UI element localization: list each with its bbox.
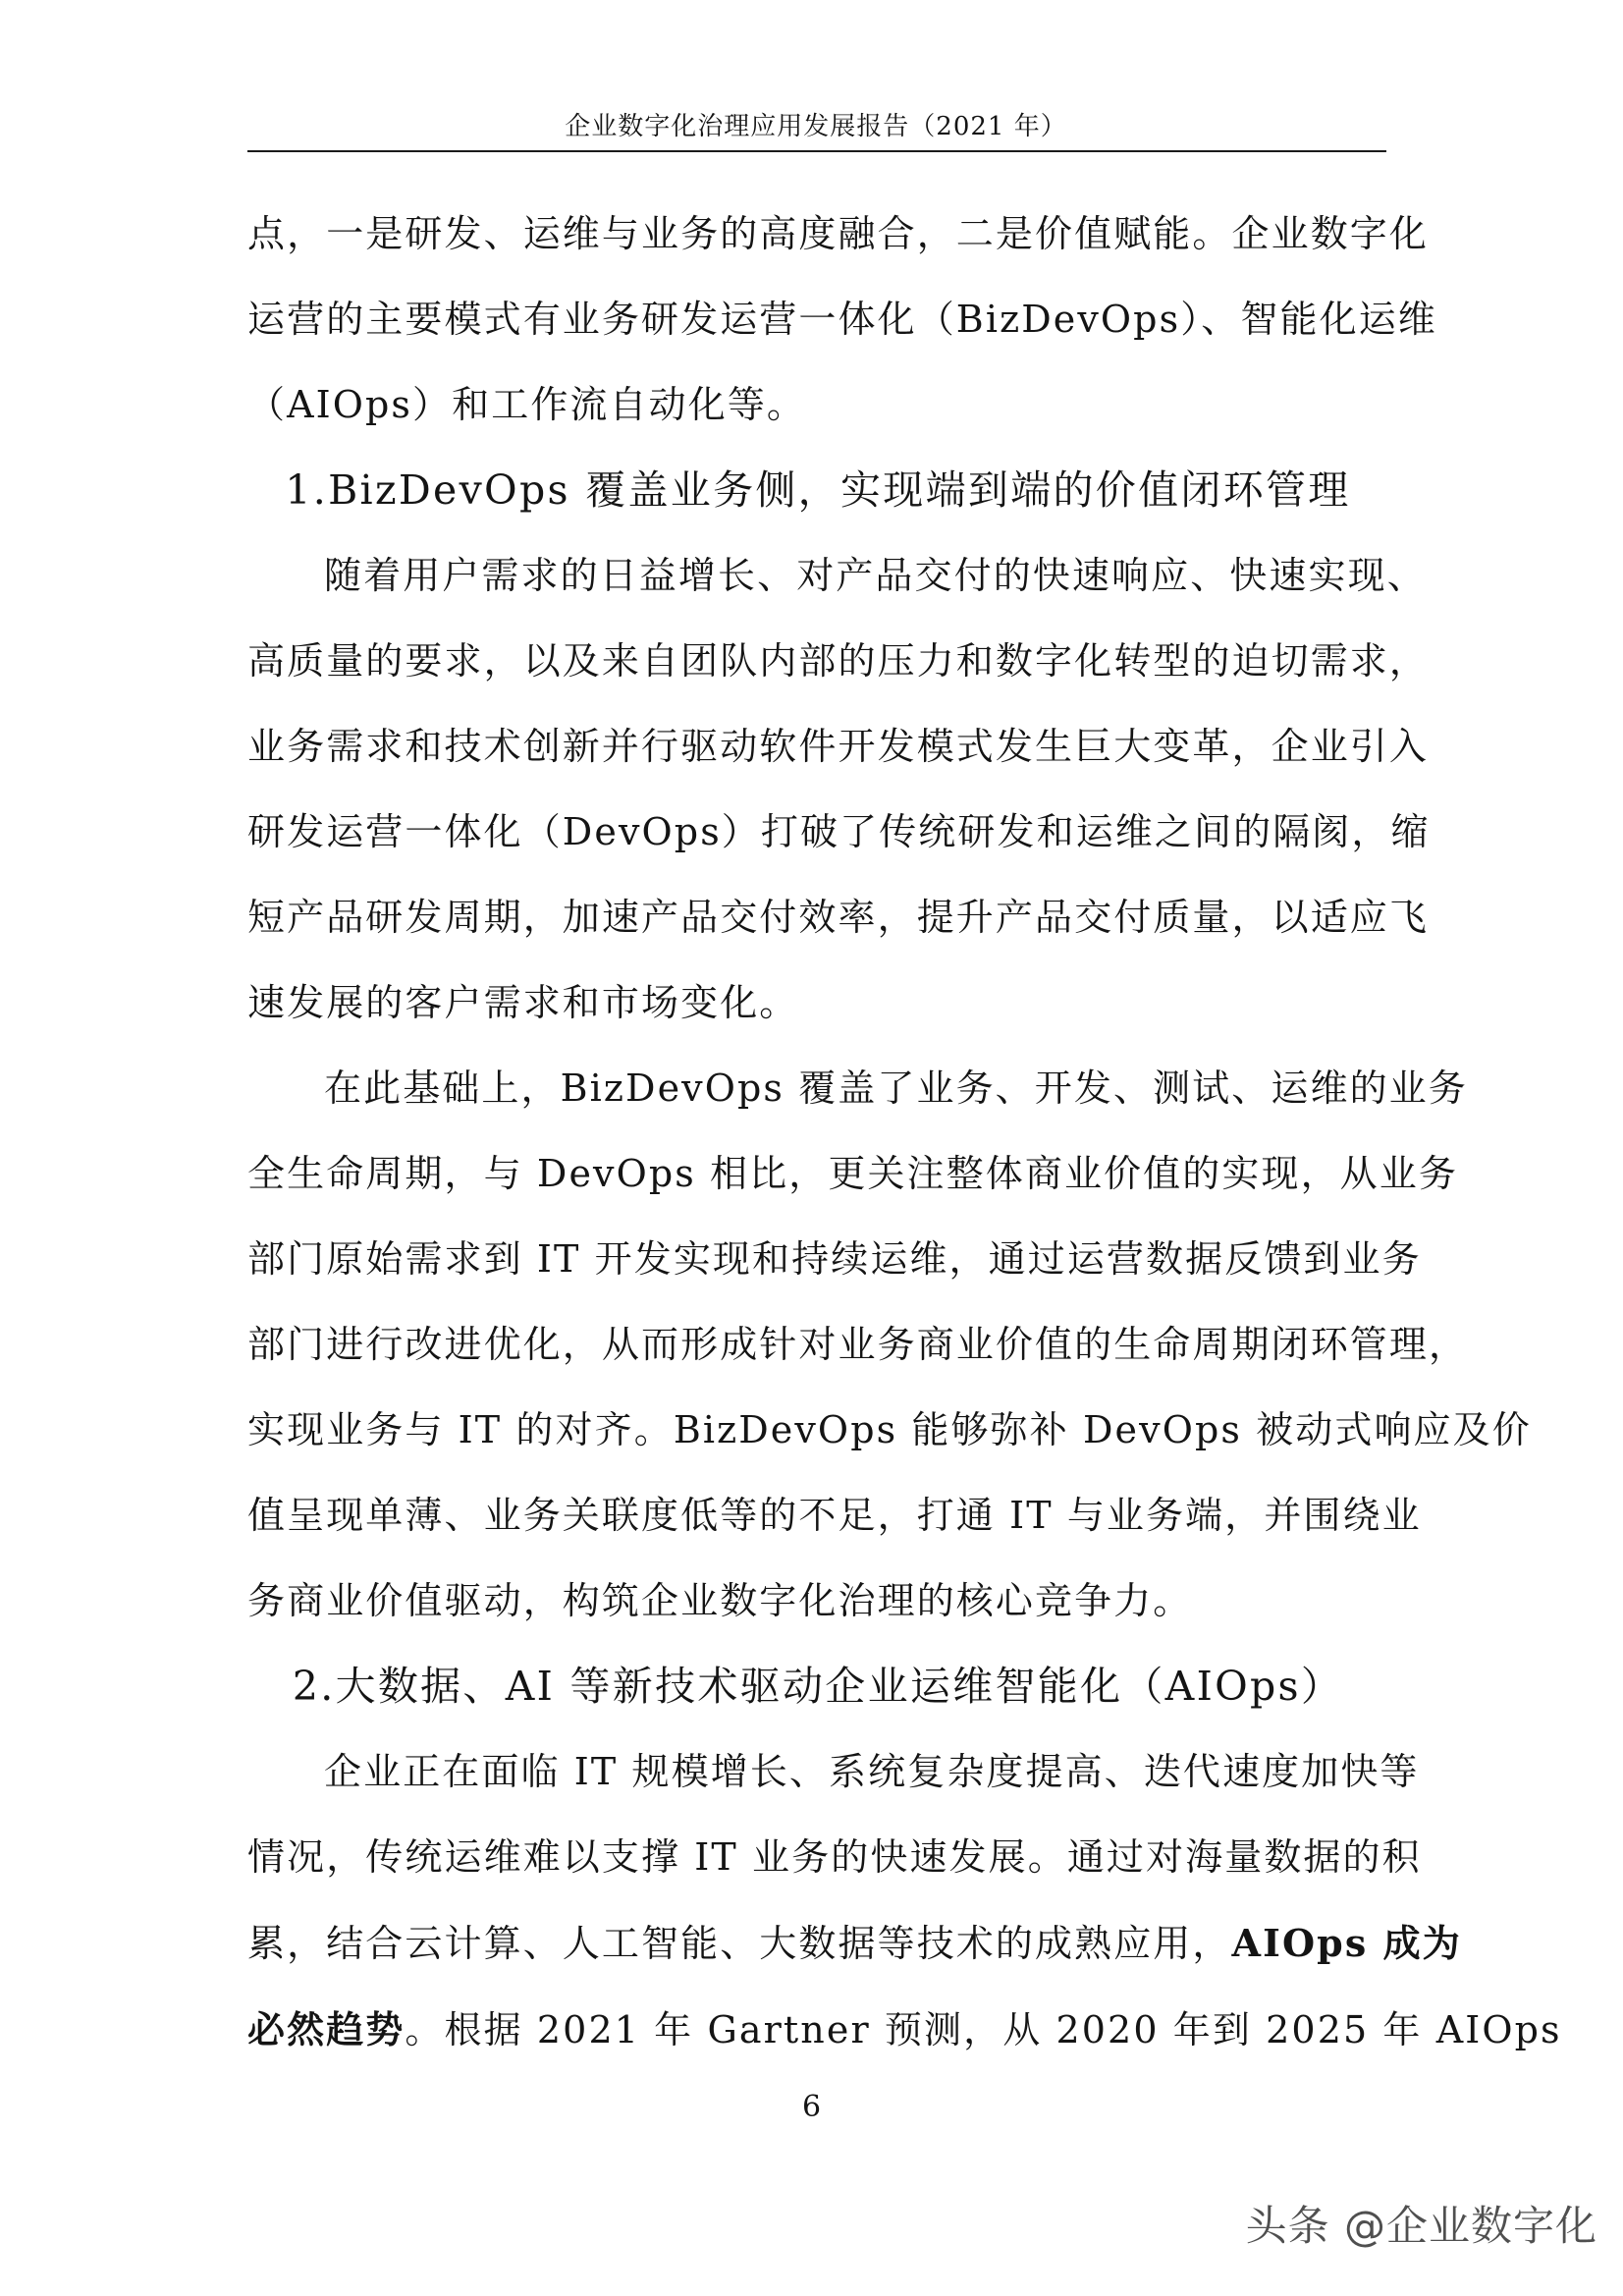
text-line: 短产品研发周期，加速产品交付效率，提升产品交付质量，以适应飞 — [247, 896, 1430, 939]
text-line: 运营的主要模式有业务研发运营一体化（BizDevOps）、智能化运维 — [247, 298, 1437, 341]
text-line: 部门原始需求到 IT 开发实现和持续运维，通过运营数据反馈到业务 — [247, 1237, 1422, 1281]
text-line — [247, 1987, 1562, 2073]
text-line: 业务需求和技术创新并行驱动软件开发模式发生巨大变革，企业引入 — [247, 725, 1430, 768]
document-body — [247, 191, 1562, 2073]
text-line: 在此基础上，BizDevOps 覆盖了业务、开发、测试、运维的业务 — [324, 1066, 1468, 1110]
header-divider — [247, 150, 1386, 152]
bold-emphasis: 必然趋势 — [247, 2007, 406, 2051]
text-line: 研发运营一体化（DevOps）打破了传统研发和运维之间的隔阂，缩 — [247, 810, 1431, 853]
text-line: 值呈现单薄、业务关联度低等的不足，打通 IT 与业务端，并围绕业 — [247, 1494, 1422, 1537]
text-line: 部门进行改进优化，从而形成针对业务商业价值的生命周期闭环管理， — [247, 1323, 1469, 1366]
bizdevops-paragraph-1 — [247, 533, 1431, 1046]
section-heading-aiops: 2.大数据、AI 等新技术驱动企业运维智能化（AIOps） — [292, 1663, 1344, 1710]
text-line: 实现业务与 IT 的对齐。BizDevOps 能够弥补 DevOps 被动式响应及价 — [247, 1408, 1532, 1451]
page-header-title: 企业数字化治理应用发展报告（2021 年） — [565, 112, 1067, 141]
text-line: 企业正在面临 IT 规模增长、系统复杂度提高、迭代速度加快等 — [324, 1750, 1420, 1793]
text-line: 点，一是研发、运维与业务的高度融合，二是价值赋能。企业数字化 — [247, 212, 1430, 255]
bold-emphasis: AIOps 成为 — [1231, 1921, 1462, 1965]
text-line: （AIOps）和工作流自动化等。 — [247, 383, 807, 426]
text-run: 。根据 2021 年 Gartner 预测，从 2020 年到 2025 年 AIOps — [405, 2008, 1562, 2051]
text-run: 累，结合云计算、人工智能、大数据等技术的成熟应用， — [247, 1922, 1232, 1965]
bizdevops-paragraph-2 — [247, 1046, 1532, 1644]
text-line — [247, 1900, 1462, 1987]
text-line: 务商业价值驱动，构筑企业数字化治理的核心竞争力。 — [247, 1579, 1193, 1622]
text-line: 高质量的要求，以及来自团队内部的压力和数字化转型的迫切需求， — [247, 639, 1430, 683]
text-line: 全生命周期，与 DevOps 相比，更关注整体商业价值的实现，从业务 — [247, 1152, 1458, 1195]
page-number: 6 — [801, 2090, 822, 2124]
text-line: 情况，传统运维难以支撑 IT 业务的快速发展。通过对海量数据的积 — [247, 1835, 1422, 1879]
aiops-paragraph-1 — [247, 1729, 1562, 2073]
section-heading-bizdevops: 1.BizDevOps 覆盖业务侧，实现端到端的价值闭环管理 — [285, 466, 1351, 514]
text-line: 随着用户需求的日益增长、对产品交付的快速响应、快速实现、 — [324, 554, 1427, 597]
watermark: 头条 @企业数字化 — [1245, 2202, 1597, 2250]
text-line: 速发展的客户需求和市场变化。 — [247, 981, 799, 1024]
intro-paragraph — [247, 191, 1437, 448]
